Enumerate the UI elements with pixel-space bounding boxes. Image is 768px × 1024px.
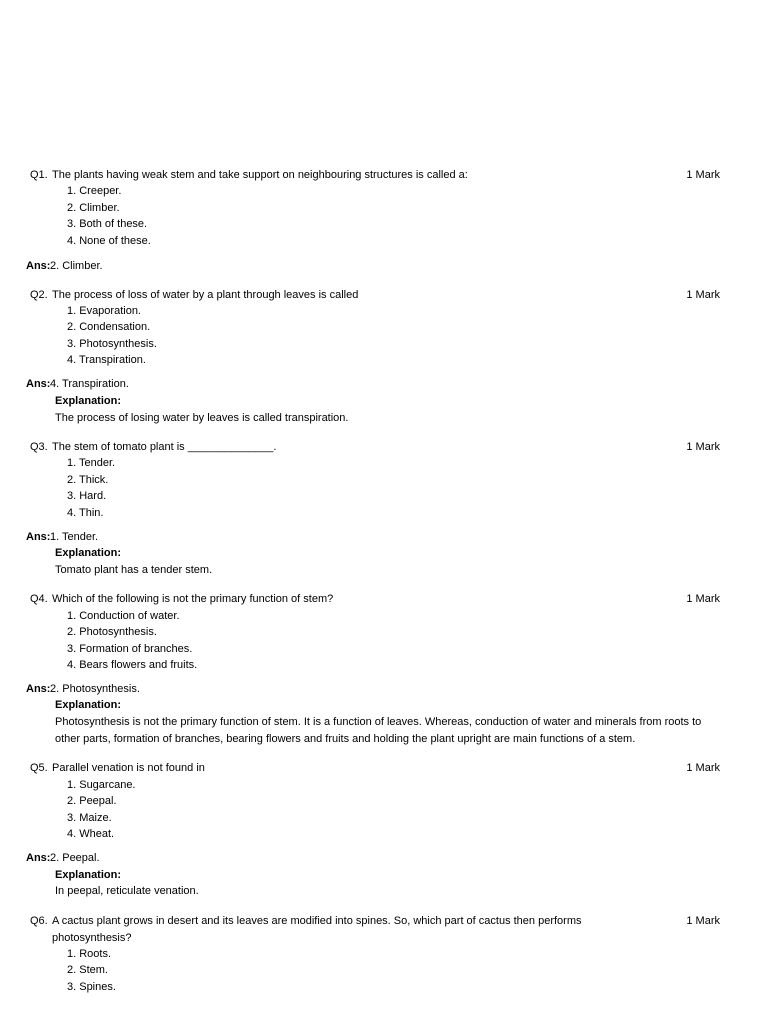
option: 4. Wheat. bbox=[67, 828, 115, 840]
answer-label: Ans: bbox=[26, 683, 51, 695]
option: 4. Transpiration. bbox=[67, 354, 146, 366]
question-text: Which of the following is not the primary function of stem? bbox=[52, 593, 334, 605]
explanation-label: Explanation: bbox=[55, 395, 122, 407]
question-mark: 1 Mark bbox=[686, 169, 720, 181]
question-number: Q2. bbox=[30, 289, 48, 301]
option: 3. Spines. bbox=[67, 981, 116, 993]
question-text-continued: photosynthesis? bbox=[52, 932, 132, 944]
option: 1. Sugarcane. bbox=[67, 779, 136, 791]
answer-label: Ans: bbox=[26, 378, 51, 390]
option: 2. Stem. bbox=[67, 964, 108, 976]
answer-text: 2. Photosynthesis. bbox=[50, 683, 140, 695]
option: 3. Photosynthesis. bbox=[67, 338, 157, 350]
option: 2. Photosynthesis. bbox=[67, 626, 157, 638]
option: 1. Creeper. bbox=[67, 185, 122, 197]
option: 3. Formation of branches. bbox=[67, 643, 193, 655]
option: 3. Both of these. bbox=[67, 218, 148, 230]
option: 1. Evaporation. bbox=[67, 305, 141, 317]
question-number: Q4. bbox=[30, 593, 48, 605]
explanation-text: Photosynthesis is not the primary function of stem. It is a function of leaves. Whereas, conduction of water and minerals from roots to other parts, formation of branches, bearing flowers and fruits and holding the plant upright are main functions of a stem. bbox=[55, 716, 702, 745]
question-number: Q5. bbox=[30, 762, 48, 774]
explanation-label: Explanation: bbox=[55, 547, 122, 559]
answer-label: Ans: bbox=[26, 260, 51, 272]
answer-label: Ans: bbox=[26, 531, 51, 543]
option: 2. Peepal. bbox=[67, 795, 117, 807]
question-number: Q1. bbox=[30, 169, 48, 181]
explanation-text: In peepal, reticulate venation. bbox=[55, 885, 199, 897]
option: 2. Condensation. bbox=[67, 321, 151, 333]
answer-text: 2. Climber. bbox=[50, 260, 103, 272]
question-mark: 1 Mark bbox=[686, 762, 720, 774]
question-number: Q3. bbox=[30, 441, 48, 453]
option: 1. Roots. bbox=[67, 948, 112, 960]
question-mark: 1 Mark bbox=[686, 593, 720, 605]
question-mark: 1 Mark bbox=[686, 289, 720, 301]
option: 2. Thick. bbox=[67, 474, 109, 486]
option: 4. None of these. bbox=[67, 235, 151, 247]
option: 3. Hard. bbox=[67, 490, 107, 502]
option: 4. Bears flowers and fruits. bbox=[67, 659, 198, 671]
question-text: Parallel venation is not found in bbox=[52, 762, 205, 774]
option: 4. Thin. bbox=[67, 507, 104, 519]
explanation-label: Explanation: bbox=[55, 699, 122, 711]
question-text: The plants having weak stem and take support on neighbouring structures is called a: bbox=[52, 169, 468, 181]
explanation-label: Explanation: bbox=[55, 869, 122, 881]
question-text: The process of loss of water by a plant through leaves is called bbox=[52, 289, 359, 301]
question-mark: 1 Mark bbox=[686, 441, 720, 453]
question-text: A cactus plant grows in desert and its leaves are modified into spines. So, which part of cactus then performs bbox=[52, 915, 582, 927]
option: 1. Tender. bbox=[67, 457, 116, 469]
answer-text: 2. Peepal. bbox=[50, 852, 100, 864]
option: 3. Maize. bbox=[67, 812, 112, 824]
question-number: Q6. bbox=[30, 915, 48, 927]
question-text: The stem of tomato plant is ______________. bbox=[52, 441, 277, 453]
explanation-text: The process of losing water by leaves is called transpiration. bbox=[55, 412, 349, 424]
option: 1. Conduction of water. bbox=[67, 610, 180, 622]
answer-text: 1. Tender. bbox=[50, 531, 99, 543]
explanation-text: Tomato plant has a tender stem. bbox=[55, 564, 213, 576]
option: 2. Climber. bbox=[67, 202, 120, 214]
answer-text: 4. Transpiration. bbox=[50, 378, 129, 390]
question-mark: 1 Mark bbox=[686, 915, 720, 927]
answer-label: Ans: bbox=[26, 852, 51, 864]
